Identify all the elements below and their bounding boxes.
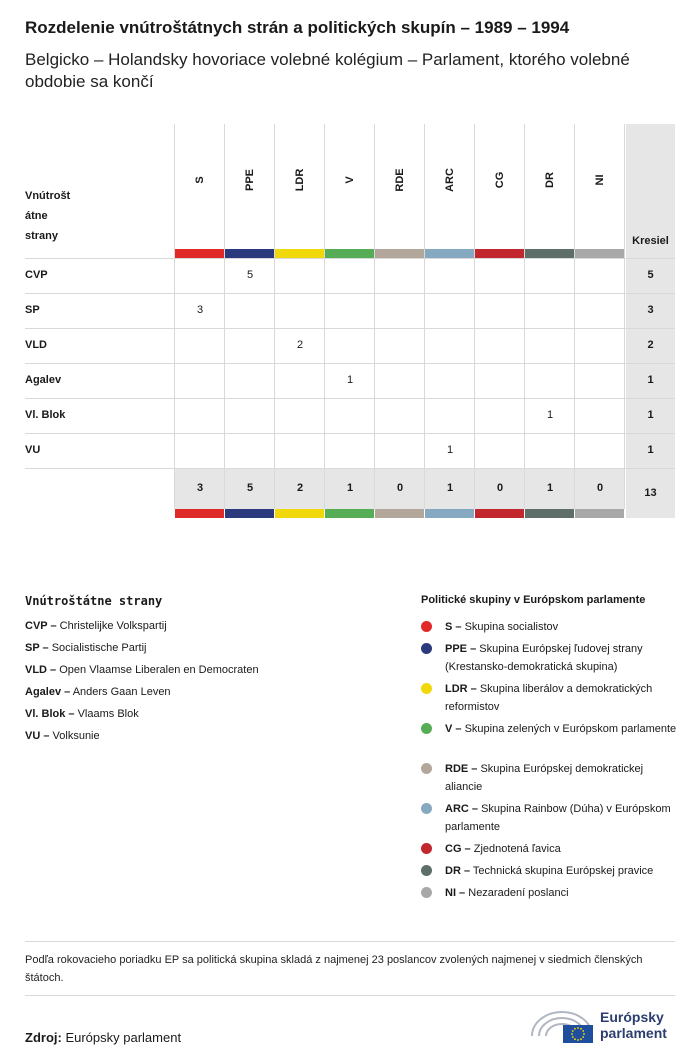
source-value: Európsky parlament [65, 1030, 182, 1045]
group-color-dot [421, 865, 432, 876]
total-cell: 1 [546, 482, 554, 494]
column-header-v [325, 150, 375, 210]
group-color-bar [275, 249, 324, 258]
group-color-bar [425, 249, 474, 258]
group-name: Skupina Európskej demokratickej aliancie [445, 763, 644, 793]
group-name: Skupina socialistov [464, 621, 559, 633]
column-header-label: DR [544, 172, 556, 188]
row-party-label: Agalev [25, 374, 62, 386]
column-header-label: PPE [244, 168, 256, 192]
flag-star [580, 1028, 582, 1030]
row-party-label: VLD [25, 339, 47, 351]
groups-legend-title: Politické skupiny v Európskom parlamente [421, 594, 646, 606]
group-name: Skupina Európskej ľudovej strany (Krestansko-demokratická skupina) [445, 643, 643, 673]
group-color-dot [421, 843, 432, 854]
group-color-bar [175, 249, 224, 258]
group-legend-item [421, 680, 683, 716]
source-label: Zdroj: [25, 1030, 62, 1045]
logo-line: Európsky [600, 1009, 664, 1025]
flag-star [577, 1039, 579, 1041]
flag-star [582, 1030, 584, 1032]
flag-star [572, 1030, 574, 1032]
grid-line [25, 398, 675, 399]
party-legend-item [25, 642, 146, 654]
group-abbr: NI – [445, 887, 466, 899]
party-legend-item [25, 620, 167, 632]
group-name: Skupina zelených v Európskom parlamente [464, 723, 677, 735]
seats-column-background [626, 124, 675, 518]
row-header [25, 186, 70, 246]
group-legend-text [445, 760, 683, 796]
total-cell: 1 [346, 482, 354, 494]
total-cell: 0 [596, 482, 604, 494]
group-legend-text [445, 618, 683, 636]
parties-legend-title: Vnútroštátne strany [25, 594, 163, 608]
group-legend-item [421, 862, 683, 880]
group-color-dot [421, 643, 432, 654]
party-abbr: Vl. Blok – [25, 708, 75, 720]
column-header-label: ARC [444, 168, 456, 192]
logo-line: parlament [600, 1025, 667, 1041]
table-cell: 2 [296, 339, 304, 351]
grid-line [25, 468, 675, 469]
flag-star [574, 1028, 576, 1030]
grid-line [25, 293, 675, 294]
total-cell: 1 [446, 482, 454, 494]
source-line [25, 1030, 181, 1045]
group-color-dot [421, 621, 432, 632]
group-legend-item [421, 720, 683, 738]
page-subtitle: Belgicko – Holandsky hovoriace volebné kolégium – Parlament, ktorého volebné obdobie sa končí [25, 50, 630, 91]
column-header-label: V [344, 176, 356, 184]
column-header-label: RDE [394, 168, 406, 192]
group-abbr: S – [445, 621, 462, 633]
flag-star [572, 1036, 574, 1038]
group-color-bar [375, 509, 424, 518]
group-abbr: CG – [445, 843, 471, 855]
hemicycle-icon [529, 1006, 595, 1044]
group-name: Nezaradení poslanci [468, 887, 569, 899]
group-legend-text [445, 680, 683, 716]
row-header-line: Vnútrošt [25, 190, 71, 202]
european-parliament-logo [529, 1006, 677, 1044]
seats-cell: 3 [647, 304, 654, 316]
grid-line [25, 363, 675, 364]
table-cell: 1 [546, 409, 554, 421]
group-legend-text [445, 720, 683, 738]
grid-line [25, 328, 675, 329]
group-color-dot [421, 803, 432, 814]
divider [25, 995, 675, 996]
party-name: Socialistische Partij [51, 642, 147, 654]
group-color-bar [425, 509, 474, 518]
party-name: Christelijke Volkspartij [59, 620, 167, 632]
party-legend-item [25, 664, 259, 676]
group-legend-item [421, 618, 683, 636]
group-name: Skupina liberálov a demokratických reformistov [445, 683, 653, 713]
seats-cell: 1 [647, 409, 654, 421]
party-abbr: VU – [25, 730, 50, 742]
row-party-label: VU [25, 444, 41, 456]
group-color-bar [325, 509, 374, 518]
group-color-dot [421, 683, 432, 694]
group-name: Technická skupina Európskej pravice [472, 865, 654, 877]
group-name: Zjednotená ľavica [473, 843, 561, 855]
group-color-bar [275, 509, 324, 518]
group-legend-text [445, 800, 683, 836]
total-seats-cell: 13 [644, 487, 657, 499]
seats-header: Kresiel [632, 235, 669, 247]
table-cell: 1 [446, 444, 454, 456]
table-cell: 5 [246, 269, 254, 281]
party-legend-item [25, 686, 171, 698]
group-legend-text [445, 862, 683, 880]
column-header-label: LDR [294, 168, 306, 192]
flag-star [583, 1033, 585, 1035]
group-legend-text [445, 640, 683, 676]
group-color-bar [575, 509, 624, 518]
column-header-dr [525, 150, 575, 210]
party-name: Open Vlaamse Liberalen en Democraten [59, 664, 259, 676]
table-cell: 3 [196, 304, 204, 316]
logo-text [600, 1009, 667, 1041]
footnote: Podľa rokovacieho poriadku EP sa politická skupina skladá z najmenej 23 poslancov zvolených najmenej v siedmich členských štátoch. [25, 954, 643, 984]
flag-star [580, 1038, 582, 1040]
group-legend-text [445, 840, 683, 858]
column-header-ni [575, 150, 625, 210]
group-color-bar [575, 249, 624, 258]
party-abbr: Agalev – [25, 686, 71, 698]
row-party-label: CVP [25, 269, 48, 281]
group-legend-item [421, 840, 683, 858]
column-header-arc [425, 150, 475, 210]
column-header-label: S [194, 176, 206, 184]
column-header-ppe [225, 150, 275, 210]
group-name: Skupina Rainbow (Dúha) v Európskom parlamente [445, 803, 671, 833]
seats-cell: 1 [647, 374, 654, 386]
row-header-line: strany [25, 230, 59, 242]
party-abbr: VLD – [25, 664, 57, 676]
group-abbr: RDE – [445, 763, 478, 775]
column-header-label: CG [494, 171, 506, 189]
group-color-bar [525, 509, 574, 518]
row-party-label: SP [25, 304, 40, 316]
group-abbr: LDR – [445, 683, 477, 695]
group-color-bar [525, 249, 574, 258]
flag-star [577, 1027, 579, 1029]
flag-star [582, 1036, 584, 1038]
party-name: Anders Gaan Leven [72, 686, 171, 698]
group-color-dot [421, 723, 432, 734]
page-title: Rozdelenie vnútroštátnych strán a politických skupín – 1989 – 1994 [25, 18, 570, 37]
seats-cell: 1 [647, 444, 654, 456]
group-legend-item [421, 760, 683, 796]
party-name: Vlaams Blok [77, 708, 139, 720]
grid-line [25, 433, 675, 434]
group-color-bar [225, 509, 274, 518]
divider [25, 941, 675, 942]
party-legend-item [25, 708, 139, 720]
group-legend-item [421, 640, 683, 676]
party-abbr: SP – [25, 642, 49, 654]
group-color-bar [375, 249, 424, 258]
group-color-bar [475, 249, 524, 258]
column-header-cg [475, 150, 525, 210]
group-color-bar [225, 249, 274, 258]
column-header-label: NI [594, 174, 606, 186]
group-abbr: ARC – [445, 803, 479, 815]
total-cell: 0 [396, 482, 404, 494]
total-cell: 2 [296, 482, 304, 494]
table-cell: 1 [346, 374, 354, 386]
column-header-rde [375, 150, 425, 210]
flag-star [571, 1033, 573, 1035]
total-cell: 0 [496, 482, 504, 494]
group-legend-text [445, 884, 683, 902]
row-header-line: átne [25, 210, 48, 222]
group-color-bar [325, 249, 374, 258]
flag-star [574, 1038, 576, 1040]
party-legend-item [25, 730, 100, 742]
group-color-bar [475, 509, 524, 518]
row-party-label: Vl. Blok [25, 409, 66, 421]
group-abbr: DR – [445, 865, 471, 877]
seats-cell: 2 [647, 339, 654, 351]
column-header-ldr [275, 150, 325, 210]
group-color-dot [421, 887, 432, 898]
group-abbr: V – [445, 723, 462, 735]
group-legend-item [421, 800, 683, 836]
party-name: Volksunie [52, 730, 100, 742]
group-legend-item [421, 884, 683, 902]
party-abbr: CVP – [25, 620, 57, 632]
total-cell: 5 [246, 482, 254, 494]
grid-line [25, 258, 675, 259]
group-abbr: PPE – [445, 643, 477, 655]
seats-cell: 5 [647, 269, 654, 281]
group-color-bar [175, 509, 224, 518]
group-color-dot [421, 763, 432, 774]
column-header-s [175, 150, 225, 210]
total-cell: 3 [196, 482, 204, 494]
